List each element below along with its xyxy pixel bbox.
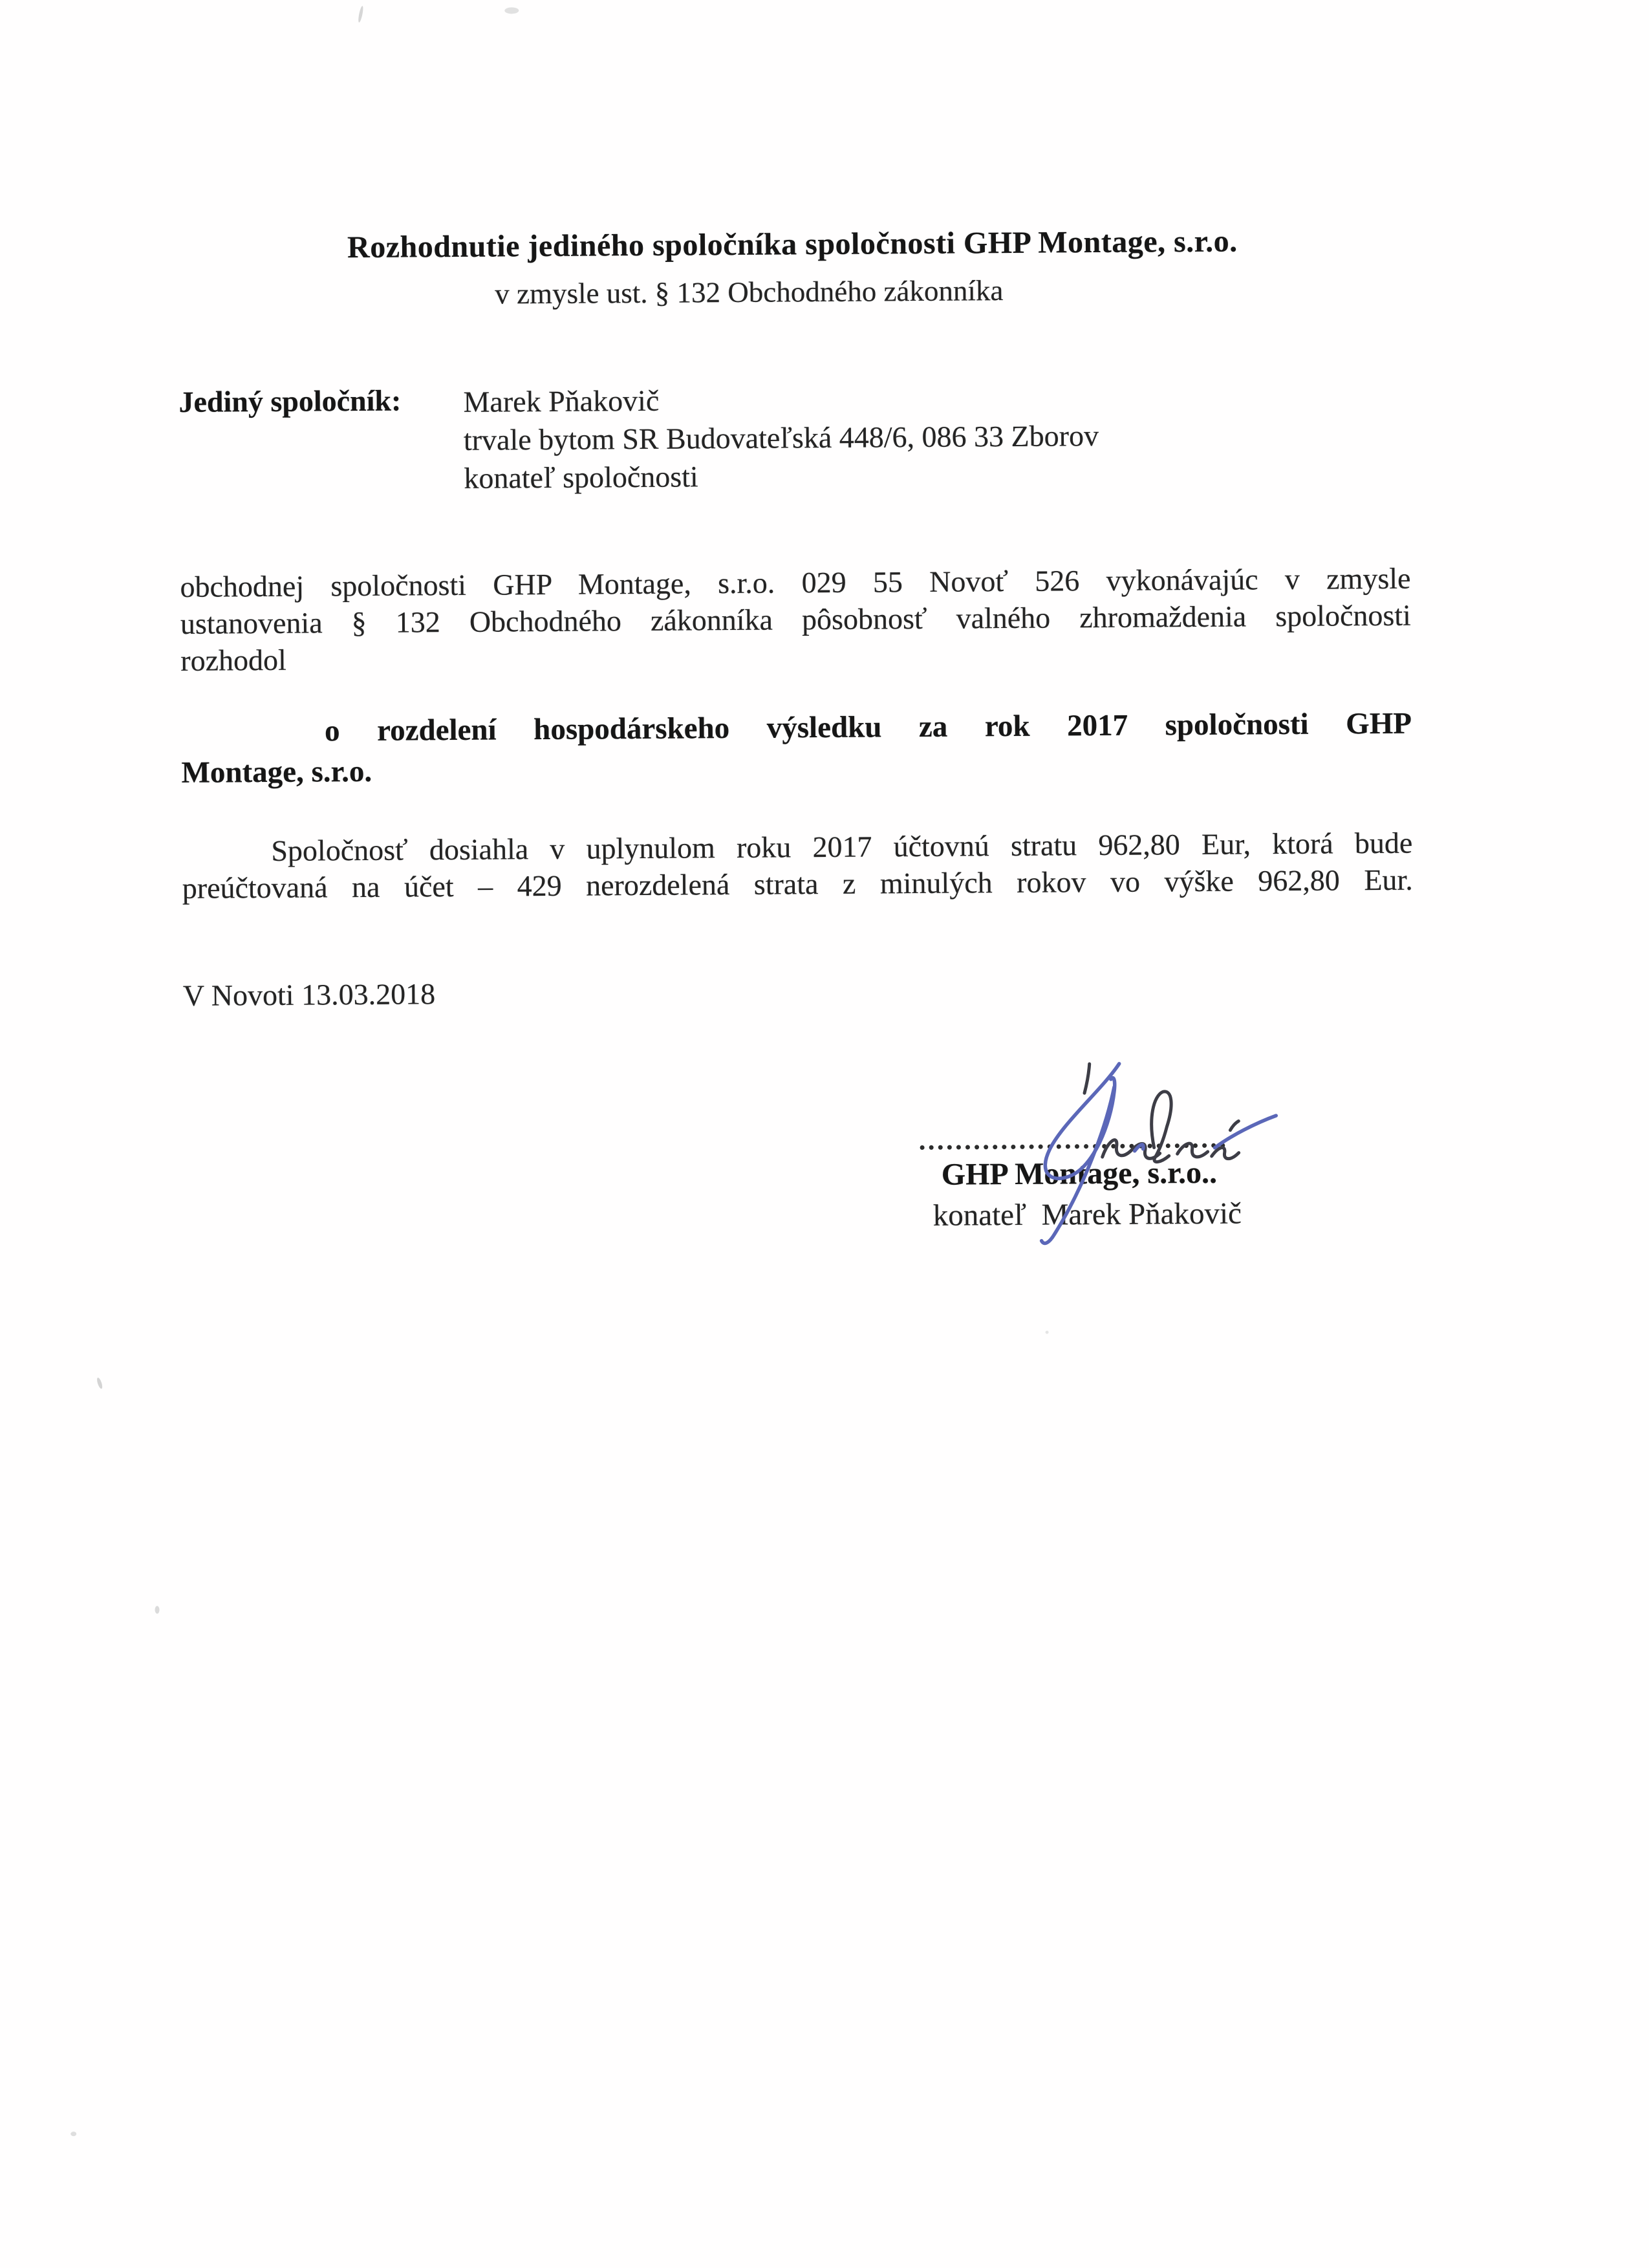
shareholder-address: trvale bytom SR Budovateľská 448/6, 086 33 Zborov (463, 419, 1099, 457)
shareholder-label: Jediný spoločník: (178, 383, 402, 418)
resolution-heading (181, 704, 1412, 794)
shareholder-details (463, 377, 1266, 497)
scan-artifact (1046, 1331, 1049, 1334)
scan-artifact (70, 2132, 76, 2136)
resolution-heading-line-2: Montage, s.r.o. (181, 754, 372, 790)
scan-artifact (504, 7, 519, 14)
body-paragraph-2-line-2: preúčtovaná na účet – 429 nerozdelená strata z minulých rokov vo výške 962,80 Eur. (182, 863, 1413, 905)
body-paragraph-1-line-1: obchodnej spoločnosti GHP Montage, s.r.o. 029 55 Novoť 526 vykonávajúc v zmysle (180, 561, 1411, 603)
document-title: Rozhodnutie jediného spoločníka spoločnosti GHP Montage, s.r.o. (347, 224, 1238, 265)
body-paragraph-1 (180, 560, 1411, 679)
body-paragraph-1-line-3: rozhodol (180, 643, 287, 677)
shareholder-name: Marek Pňakovič (463, 383, 660, 418)
body-paragraph-2 (182, 825, 1413, 907)
resolution-heading-line-1: o rozdelení hospodárskeho výsledku za rok 2017 spoločnosti GHP (324, 706, 1412, 748)
scan-artifact (358, 6, 364, 23)
signature-company-name: GHP Montage, s.r.o.. (941, 1155, 1218, 1192)
place-and-date: V Novoti 13.03.2018 (182, 977, 436, 1012)
body-paragraph-1-line-2: ustanovenia § 132 Obchodného zákonníka pôsobnosť valného zhromaždenia spoločnosti (180, 598, 1412, 640)
scan-artifact (96, 1377, 103, 1389)
scan-artifact (155, 1606, 160, 1614)
signature-signer-name: konateľ Marek Pňakovič (932, 1196, 1242, 1233)
body-paragraph-2-line-1: Spoločnosť dosiahla v uplynulom roku 2017 účtovnú stratu 962,80 Eur, ktorá bude (271, 826, 1413, 867)
signature-dotted-line (920, 1124, 1225, 1150)
title-block (177, 222, 1409, 313)
shareholder-role: konateľ spoločnosti (464, 460, 698, 495)
document-subtitle: v zmysle ust. § 132 Obchodného zákonníka (495, 274, 1004, 310)
